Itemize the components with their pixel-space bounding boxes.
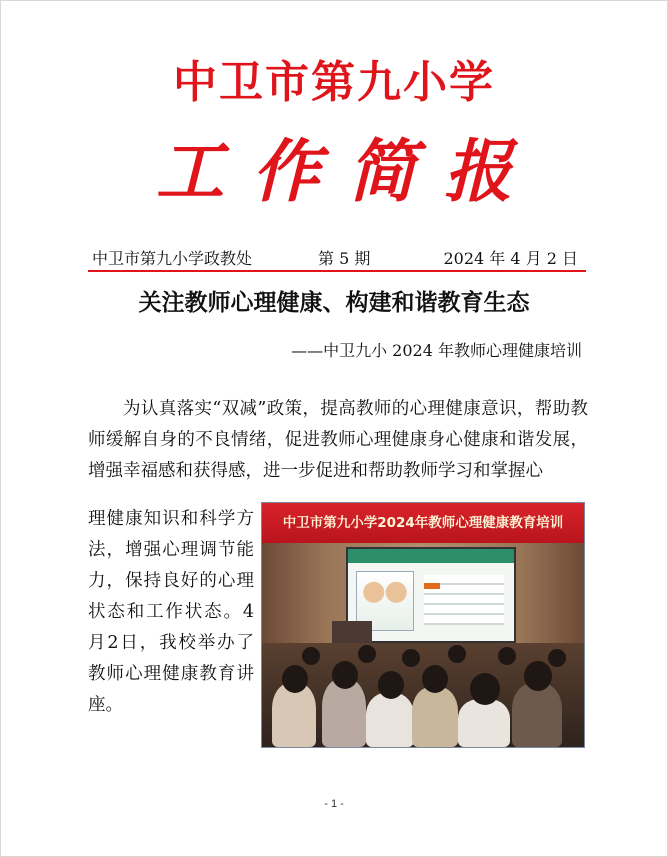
article-headline: 关注教师心理健康、构建和谐教育生态 (138, 289, 530, 316)
audience-head (358, 645, 376, 663)
training-photo (261, 502, 585, 748)
department-label: 中卫市第九小学政教处 (92, 249, 253, 268)
audience-member (322, 679, 366, 747)
photo-banner: 中卫市第九小学2024年教师心理健康教育培训 (262, 503, 584, 543)
audience-head (302, 647, 320, 665)
issue-info-row (88, 244, 584, 270)
article-subheadline: ——中卫九小 2024 年教师心理健康培训 (291, 341, 582, 360)
audience-head (498, 647, 516, 665)
audience-member (512, 683, 562, 747)
school-name-heading: 中卫市第九小学 (173, 57, 495, 108)
podium (332, 621, 372, 643)
audience-member (412, 687, 458, 747)
audience-area (262, 643, 584, 747)
audience-member (458, 699, 510, 747)
audience-head (524, 661, 552, 691)
audience-member (366, 693, 414, 747)
audience-head (470, 673, 500, 705)
audience-head (332, 661, 358, 689)
audience-head (378, 671, 404, 699)
slide-highlight (424, 583, 440, 589)
audience-head (402, 649, 420, 667)
audience-head (422, 665, 448, 693)
audience-head (448, 645, 466, 663)
header-divider (88, 270, 586, 272)
page-number: - 1 - (324, 798, 344, 810)
slide-header-band (348, 549, 514, 563)
audience-head (548, 649, 566, 667)
publication-title: 工作简报 (155, 133, 540, 212)
article-paragraph-2: 理健康知识和科学方法，增强心理调节能力，保持良好的心理状态和工作状态。4月2日，我校举办了教师心理健康教育讲座。 (88, 509, 254, 715)
article-paragraph-1: 为认真落实“双减”政策，提高教师的心理健康意识，帮助教师缓解自身的不良情绪，促进教师心理健康身心健康和谐发展，增强幸福感和获得感，进一步促进和帮助教师学习和掌握心 (88, 399, 588, 481)
issue-number: 第 5 期 (318, 249, 371, 268)
audience-head (282, 665, 308, 693)
issue-date: 2024 年 4 月 2 日 (443, 249, 578, 268)
